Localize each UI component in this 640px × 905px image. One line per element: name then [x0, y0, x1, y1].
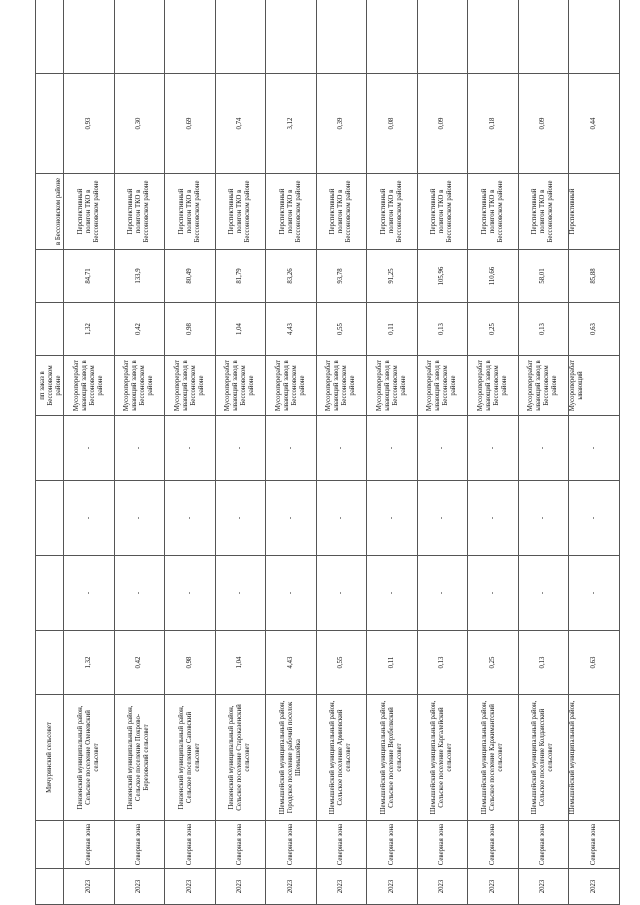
residual-cell: [64, 0, 115, 74]
dash-cell: -: [266, 556, 317, 631]
mass-cell: 1,04: [215, 631, 266, 695]
dash-cell: -: [165, 416, 216, 481]
settlement-cell: Пензенский муниципальный район, Сельское поселение Саповский сельсовет: [165, 695, 216, 821]
table-row: [64, 0, 115, 905]
residual-cell: [215, 0, 266, 74]
dash-cell: -: [518, 556, 569, 631]
facility-cell: Мусороперерабатывающий завод в Бессоновском районе: [367, 356, 418, 416]
facility-cell: Мусороперерабатывающий завод в Бессоновском районе: [468, 356, 519, 416]
mass-received-cell: 0,98: [165, 303, 216, 356]
waste-flow-table: [35, 0, 620, 905]
year-cell: 2023: [468, 869, 519, 905]
mass-received-cell: 0,11: [367, 303, 418, 356]
mass-cell: 0,25: [468, 631, 519, 695]
table-row: [569, 0, 620, 905]
volume-cell: 0,74: [215, 74, 266, 174]
destination-cell: Перспективный полигон ТКО в Бессоновском районе: [316, 174, 367, 250]
mass-cell: 0,98: [165, 631, 216, 695]
year-cell: 2023: [417, 869, 468, 905]
mass-received-cell: 1,04: [215, 303, 266, 356]
distance-cell: 81,79: [215, 250, 266, 303]
settlement-cell: Шемышейский муниципальный район, Сельское поселение Армиевский сельсовет: [316, 695, 367, 821]
volume-cell: 0,69: [165, 74, 216, 174]
facility-cell: Мусороперерабатывающий завод в Бессоновском районе: [114, 356, 165, 416]
volume-cell: 0,39: [316, 74, 367, 174]
facility-cell: Мусороперерабатывающий завод в Бессоновском районе: [64, 356, 115, 416]
table-row: [266, 0, 317, 905]
dash-cell: -: [468, 481, 519, 556]
settlement-cell: Шемышейский муниципальный район, Сельское поселение Каргалейский сельсовет: [417, 695, 468, 821]
destination-cell: в Бессоновском районе: [36, 174, 64, 250]
residual-cell: [569, 0, 620, 74]
table-row: [114, 0, 165, 905]
dash-cell: [36, 416, 64, 481]
distance-cell: 133,9: [114, 250, 165, 303]
distance-cell: 80,49: [165, 250, 216, 303]
distance-cell: 93,78: [316, 250, 367, 303]
mass-received-cell: 0,42: [114, 303, 165, 356]
volume-cell: 0,44: [569, 74, 620, 174]
zone-cell: Северная зона: [64, 821, 115, 869]
distance-cell: 105,96: [417, 250, 468, 303]
destination-cell: Перспективный: [569, 174, 620, 250]
zone-cell: Северная зона: [367, 821, 418, 869]
destination-cell: Перспективный полигон ТКО в Бессоновском районе: [417, 174, 468, 250]
zone-cell: Северная зона: [468, 821, 519, 869]
distance-cell: 91,25: [367, 250, 418, 303]
settlement-cell: Шемышейский муниципальный район, Городское поселение рабочий поселок Шемышейка: [266, 695, 317, 821]
dash-cell: -: [215, 481, 266, 556]
dash-cell: -: [64, 481, 115, 556]
dash-cell: -: [114, 416, 165, 481]
facility-cell: Мусороперерабатывающий завод в Бессоновском районе: [215, 356, 266, 416]
settlement-cell: Пензенский муниципальный район, Сельское поселение Оленевский сельсовет: [64, 695, 115, 821]
mass-received-cell: 0,13: [417, 303, 468, 356]
mass-cell: 0,13: [518, 631, 569, 695]
mass-cell: 0,55: [316, 631, 367, 695]
destination-cell: Перспективный полигон ТКО в Бессоновском районе: [518, 174, 569, 250]
table-row: [518, 0, 569, 905]
dash-cell: -: [215, 556, 266, 631]
distance-cell: 83,26: [266, 250, 317, 303]
dash-cell: -: [569, 556, 620, 631]
dash-cell: -: [468, 556, 519, 631]
year-cell: 2023: [518, 869, 569, 905]
dash-cell: [36, 556, 64, 631]
volume-cell: 0,09: [417, 74, 468, 174]
distance-cell: 84,71: [64, 250, 115, 303]
dash-cell: -: [64, 416, 115, 481]
dash-cell: -: [316, 416, 367, 481]
zone-cell: Северная зона: [266, 821, 317, 869]
mass-received-cell: 0,63: [569, 303, 620, 356]
facility-cell: Мусороперерабатывающий завод в Бессоновском районе: [266, 356, 317, 416]
mass-received-cell: 4,43: [266, 303, 317, 356]
settlement-cell: Мичуринский сельсовет: [36, 695, 64, 821]
year-cell: 2023: [367, 869, 418, 905]
dash-cell: -: [569, 481, 620, 556]
facility-cell: Мусороперерабатывающий завод в Бессоновском районе: [417, 356, 468, 416]
dash-cell: -: [165, 481, 216, 556]
settlement-cell: Шемышейский муниципальный район, Сельское поселение Колдаисский сельсовет: [518, 695, 569, 821]
dash-cell: -: [367, 556, 418, 631]
mass-cell: 0,63: [569, 631, 620, 695]
residual-cell: [165, 0, 216, 74]
mass-cell: 0,42: [114, 631, 165, 695]
zone-cell: Северная зона: [316, 821, 367, 869]
table-row: [468, 0, 519, 905]
mass-cell: 1,32: [64, 631, 115, 695]
dash-cell: -: [114, 556, 165, 631]
dash-cell: -: [518, 416, 569, 481]
distance-cell: 110,66: [468, 250, 519, 303]
residual-cell: [518, 0, 569, 74]
dash-cell: -: [64, 556, 115, 631]
dash-cell: -: [316, 481, 367, 556]
residual-cell: [266, 0, 317, 74]
residual-cell: [367, 0, 418, 74]
year-cell: 2023: [316, 869, 367, 905]
dash-cell: -: [518, 481, 569, 556]
mass-cell: 0,13: [417, 631, 468, 695]
distance-cell: 58,01: [518, 250, 569, 303]
dash-cell: -: [417, 556, 468, 631]
year-cell: 2023: [266, 869, 317, 905]
zone-cell: [36, 821, 64, 869]
facility-cell: Мусороперерабатывающий: [569, 356, 620, 416]
destination-cell: Перспективный полигон ТКО в Бессоновском районе: [165, 174, 216, 250]
facility-cell: Мусороперерабатывающий завод в Бессоновском районе: [316, 356, 367, 416]
mass-received-cell: 0,13: [518, 303, 569, 356]
distance-cell: [36, 250, 64, 303]
mass-received-cell: 1,32: [64, 303, 115, 356]
dash-cell: -: [114, 481, 165, 556]
mass-cell: [36, 631, 64, 695]
residual-cell: [114, 0, 165, 74]
residual-cell: [36, 0, 64, 74]
zone-cell: Северная зона: [114, 821, 165, 869]
residual-cell: [417, 0, 468, 74]
table-row: [215, 0, 266, 905]
rotated-sheet: [35, 0, 605, 905]
residual-cell: [468, 0, 519, 74]
dash-cell: -: [367, 481, 418, 556]
residual-cell: [316, 0, 367, 74]
destination-cell: Перспективный полигон ТКО в Бессоновском районе: [266, 174, 317, 250]
mass-received-cell: 0,55: [316, 303, 367, 356]
distance-cell: 85,88: [569, 250, 620, 303]
dash-cell: -: [266, 416, 317, 481]
year-cell: 2023: [114, 869, 165, 905]
settlement-cell: Шемышейский муниципальный район, Сельское поселение Верхбелкский сельсовет: [367, 695, 418, 821]
year-cell: 2023: [165, 869, 216, 905]
dash-cell: -: [468, 416, 519, 481]
table-row: [36, 0, 64, 905]
table-row: [367, 0, 418, 905]
dash-cell: -: [569, 416, 620, 481]
facility-cell: Мусороперерабатывающий завод в Бессоновском районе: [165, 356, 216, 416]
dash-cell: [36, 481, 64, 556]
dash-cell: -: [165, 556, 216, 631]
volume-cell: 0,09: [518, 74, 569, 174]
table-body: [36, 0, 620, 905]
dash-cell: -: [367, 416, 418, 481]
dash-cell: -: [215, 416, 266, 481]
mass-cell: 4,43: [266, 631, 317, 695]
dash-cell: -: [417, 481, 468, 556]
zone-cell: Северная зона: [569, 821, 620, 869]
table-row: [316, 0, 367, 905]
table-row: [165, 0, 216, 905]
volume-cell: 0,18: [468, 74, 519, 174]
volume-cell: 0,30: [114, 74, 165, 174]
settlement-cell: Пензенский муниципальный район, Сельское поселение Староказенский сельсовет: [215, 695, 266, 821]
destination-cell: Перспективный полигон ТКО в Бессоновском районе: [367, 174, 418, 250]
dash-cell: -: [417, 416, 468, 481]
year-cell: 2023: [215, 869, 266, 905]
destination-cell: Перспективный полигон ТКО в Бессоновском районе: [64, 174, 115, 250]
destination-cell: Перспективный полигон ТКО в Бессоновском районе: [468, 174, 519, 250]
year-cell: 2023: [64, 869, 115, 905]
zone-cell: Северная зона: [215, 821, 266, 869]
settlement-cell: Пензенский муниципальный район, Сельское поселение Покрово-Березовский сельсовет: [114, 695, 165, 821]
zone-cell: Северная зона: [417, 821, 468, 869]
dash-cell: -: [316, 556, 367, 631]
settlement-cell: Шемышейский муниципальный район,: [569, 695, 620, 821]
year-cell: [36, 869, 64, 905]
facility-cell: пп заказ в Бессоновском районе: [36, 356, 64, 416]
mass-cell: 0,11: [367, 631, 418, 695]
table-row: [417, 0, 468, 905]
mass-received-cell: [36, 303, 64, 356]
zone-cell: Северная зона: [518, 821, 569, 869]
volume-cell: [36, 74, 64, 174]
volume-cell: 0,93: [64, 74, 115, 174]
volume-cell: 0,08: [367, 74, 418, 174]
mass-received-cell: 0,25: [468, 303, 519, 356]
settlement-cell: Шемышейский муниципальный район, Сельское поселение Каржимантский сельсовет: [468, 695, 519, 821]
destination-cell: Перспективный полигон ТКО в Бессоновском районе: [215, 174, 266, 250]
dash-cell: -: [266, 481, 317, 556]
zone-cell: Северная зона: [165, 821, 216, 869]
facility-cell: Мусороперерабатывающий завод в Бессоновском районе: [518, 356, 569, 416]
volume-cell: 3,12: [266, 74, 317, 174]
year-cell: 2023: [569, 869, 620, 905]
destination-cell: Перспективный полигон ТКО в Бессоновском районе: [114, 174, 165, 250]
